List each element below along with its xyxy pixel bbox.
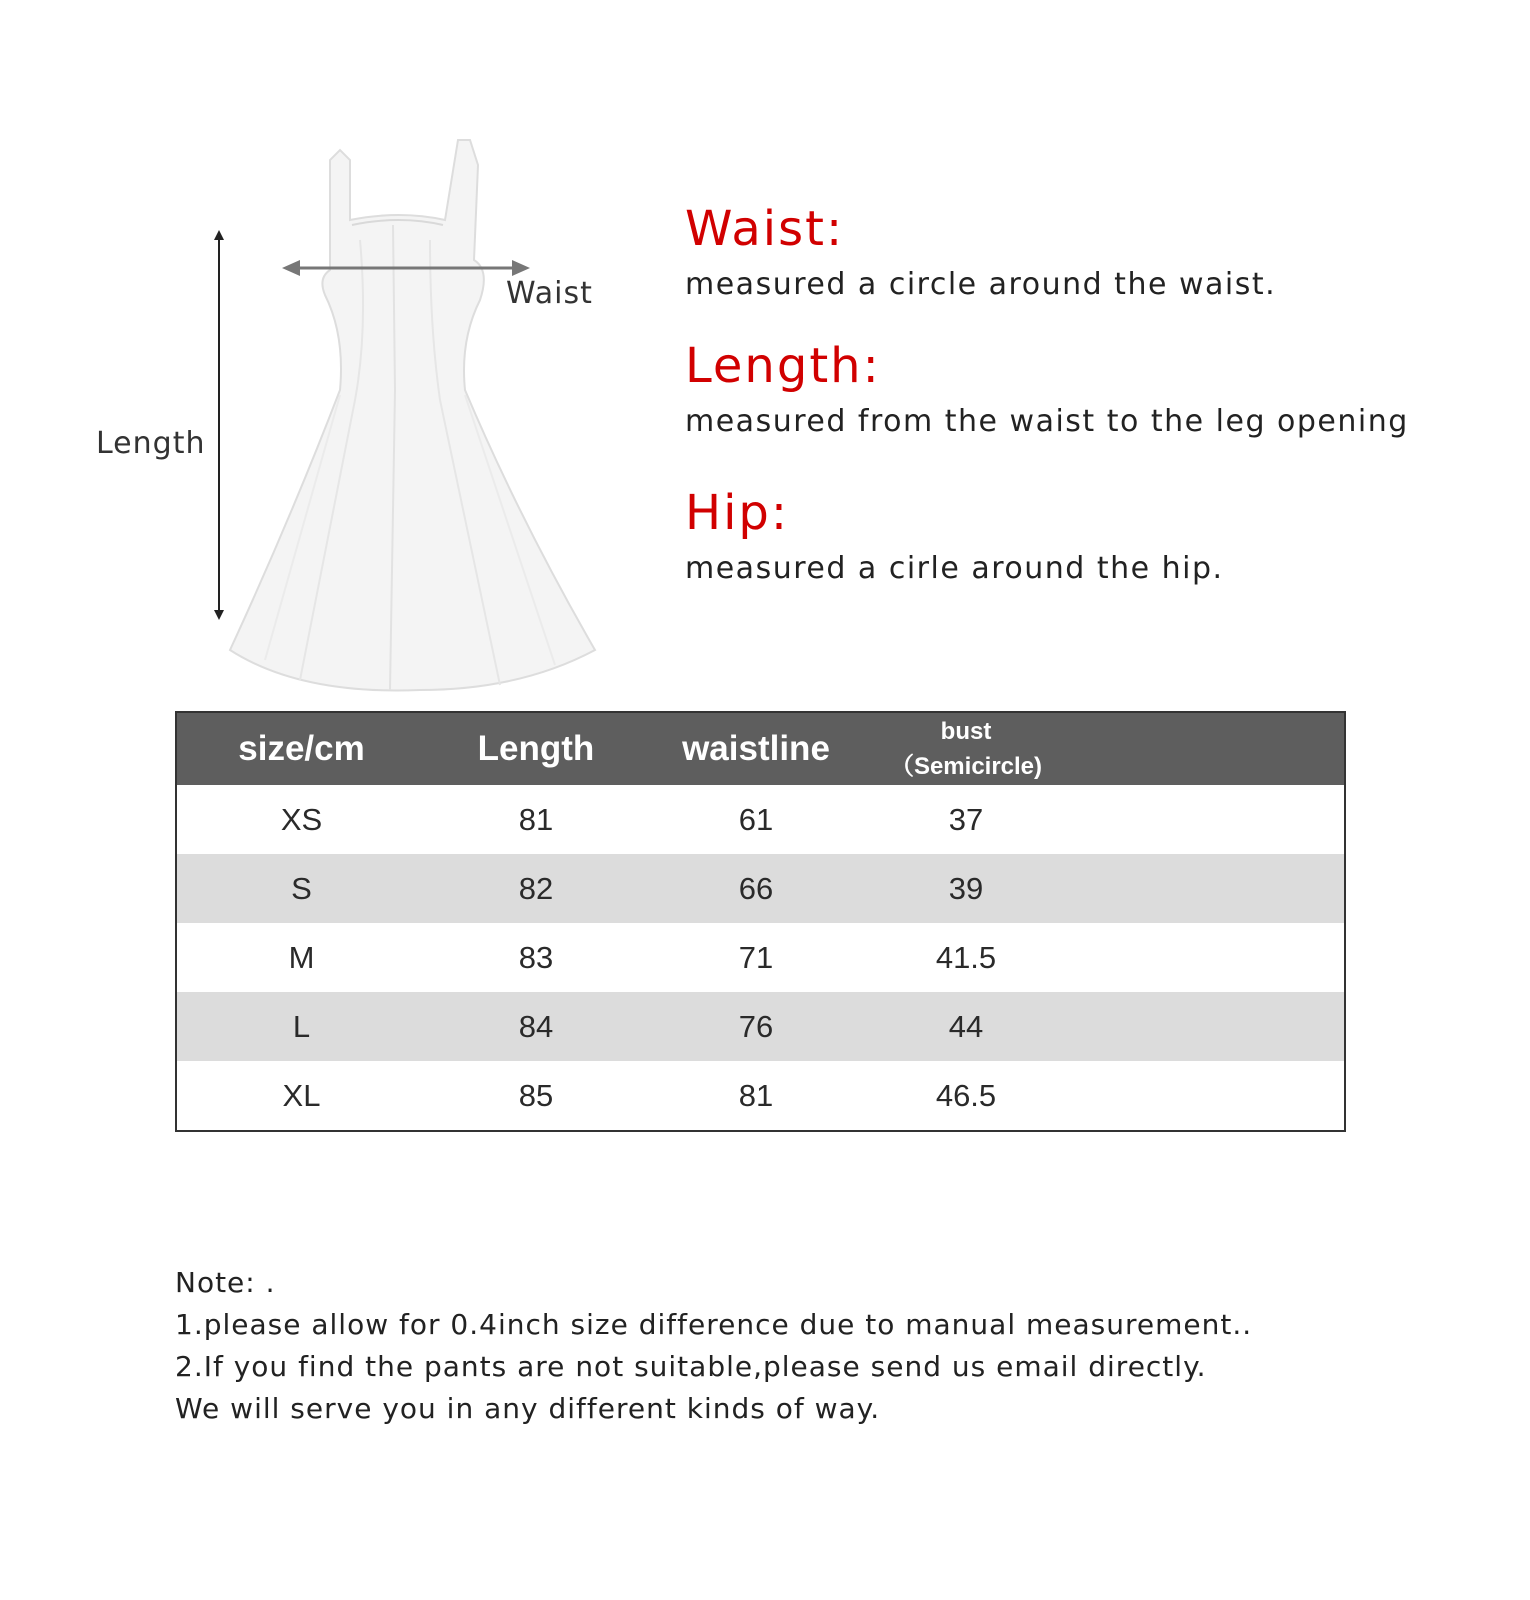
cell-bust: 46.5: [866, 1061, 1066, 1131]
cell-size: S: [176, 854, 426, 923]
dress-shape: [230, 140, 595, 691]
definition-waist: [685, 201, 1277, 302]
waist-label: Waist: [506, 276, 593, 311]
header-bust: bust（Semicircle): [866, 712, 1066, 785]
definition-title: Waist:: [685, 201, 845, 257]
table-row: [176, 923, 1345, 992]
definition-hip: [685, 485, 1224, 586]
cell-empty: [1066, 1061, 1345, 1131]
definition-text: measured from the waist to the leg opening: [685, 404, 1409, 439]
definition-text: measured a circle around the waist.: [685, 267, 1277, 302]
cell-waistline: 81: [646, 1061, 866, 1131]
header-empty: [1066, 712, 1345, 785]
cell-empty: [1066, 923, 1345, 992]
cell-size: L: [176, 992, 426, 1061]
table-header-row: [176, 712, 1345, 785]
note-line: 2.If you find the pants are not suitable,please send us email directly.: [175, 1350, 1207, 1383]
double-arrow-vertical-icon: [214, 230, 224, 620]
header-waistline: waistline: [646, 712, 866, 785]
table-row: [176, 1061, 1345, 1131]
cell-waistline: 71: [646, 923, 866, 992]
cell-size: XS: [176, 785, 426, 854]
table-row: [176, 854, 1345, 923]
note-line: 1.please allow for 0.4inch size difference due to manual measurement..: [175, 1308, 1253, 1341]
notes-block: [175, 1262, 1252, 1430]
cell-empty: [1066, 785, 1345, 854]
cell-size: M: [176, 923, 426, 992]
cell-length: 84: [426, 992, 646, 1061]
header-length: Length: [426, 712, 646, 785]
cell-length: 81: [426, 785, 646, 854]
cell-bust: 39: [866, 854, 1066, 923]
definition-length: [685, 338, 1409, 439]
cell-empty: [1066, 992, 1345, 1061]
note-line: We will serve you in any different kinds of way.: [175, 1392, 881, 1425]
cell-waistline: 76: [646, 992, 866, 1061]
cell-waistline: 61: [646, 785, 866, 854]
cell-length: 85: [426, 1061, 646, 1131]
cell-empty: [1066, 854, 1345, 923]
definition-title: Length:: [685, 338, 881, 394]
size-chart-table: [175, 711, 1346, 1132]
cell-length: 83: [426, 923, 646, 992]
length-label: Length: [96, 426, 206, 461]
table-row: [176, 785, 1345, 854]
cell-size: XL: [176, 1061, 426, 1131]
note-line: Note: .: [175, 1266, 276, 1299]
table-row: [176, 992, 1345, 1061]
definition-text: measured a cirle around the hip.: [685, 551, 1224, 586]
header-size: size/cm: [176, 712, 426, 785]
cell-length: 82: [426, 854, 646, 923]
cell-waistline: 66: [646, 854, 866, 923]
cell-bust: 41.5: [866, 923, 1066, 992]
cell-bust: 44: [866, 992, 1066, 1061]
cell-bust: 37: [866, 785, 1066, 854]
dress-illustration: [0, 0, 640, 700]
definition-title: Hip:: [685, 485, 790, 541]
